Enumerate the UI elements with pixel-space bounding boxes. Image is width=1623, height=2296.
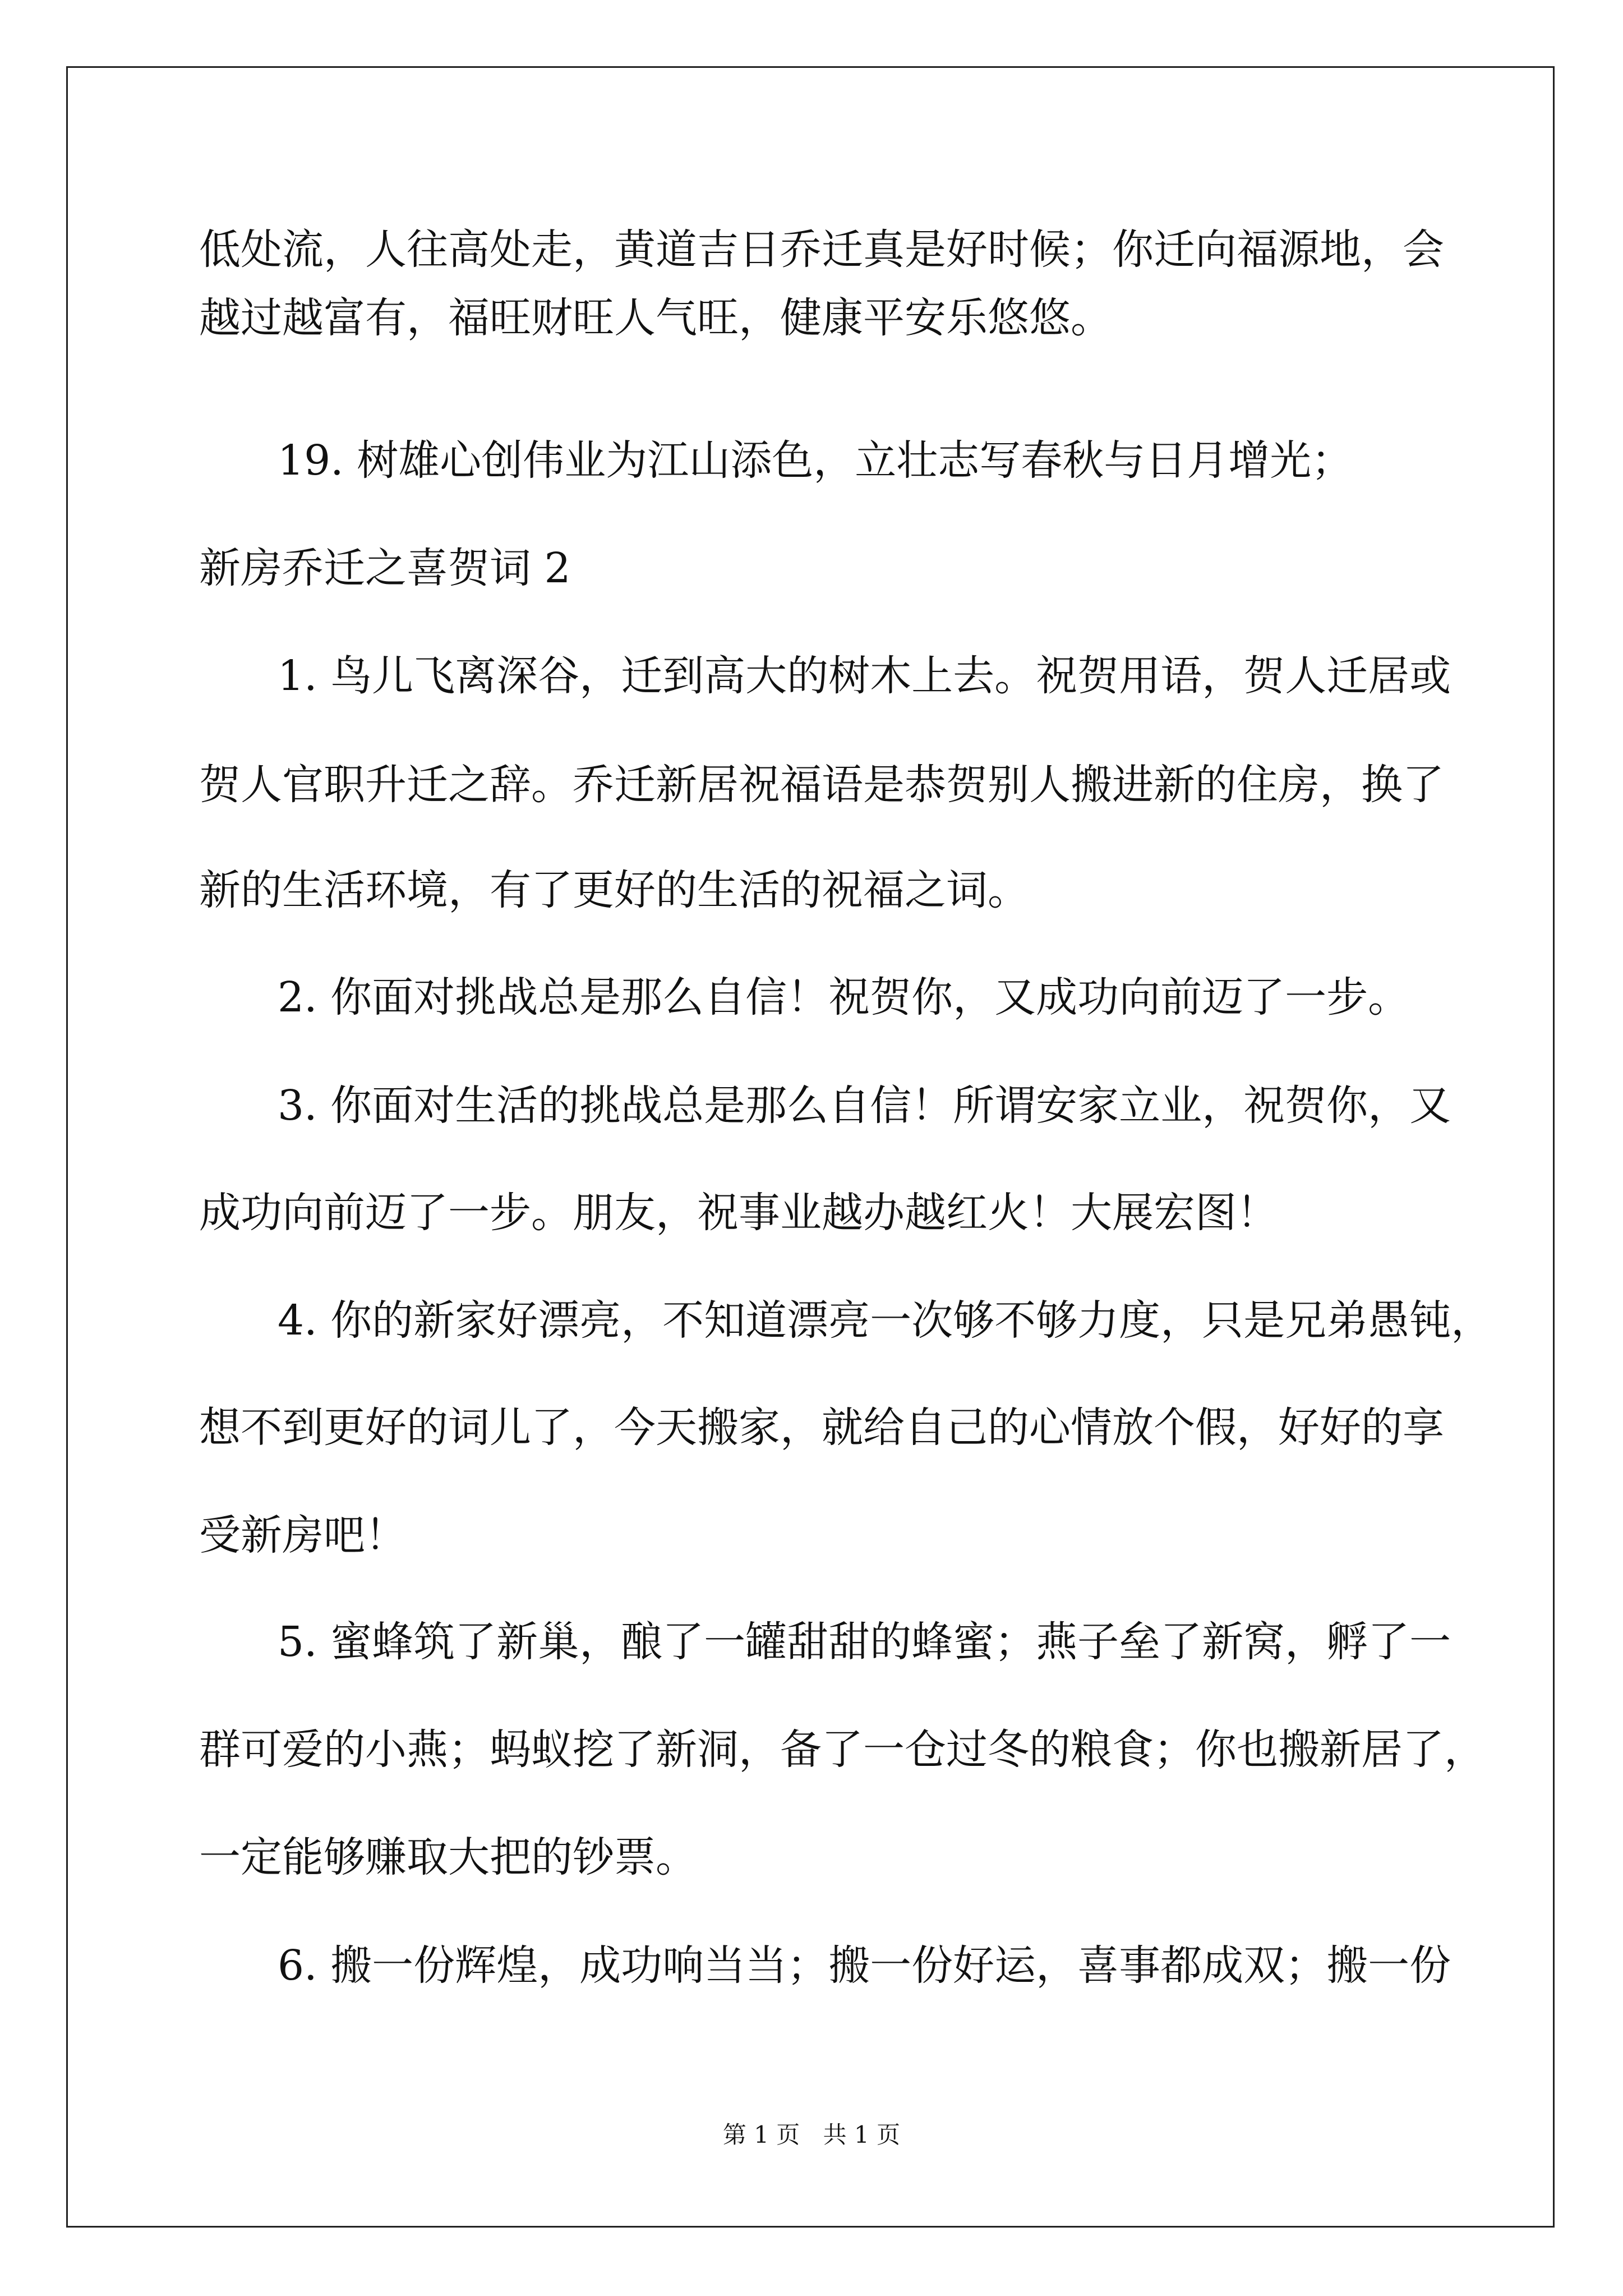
list-item-19: 19. 树雄心创伟业为江山添色，立壮志写春秋与日月增光； — [278, 436, 1353, 485]
page-border — [66, 66, 1555, 2228]
text-line: 群可爱的小燕；蚂蚁挖了新洞，备了一仓过冬的粮食；你也搬新居了， — [199, 1726, 1486, 1774]
list-item-2: 2. 你面对挑战总是那么自信！祝贺你，又成功向前迈了一步。 — [278, 973, 1410, 1022]
page-number-current: 第 1 页 — [722, 2121, 800, 2148]
text-line: 贺人官职升迁之辞。乔迁新居祝福语是恭贺别人搬进新的住房，换了 — [199, 761, 1444, 809]
list-item-6: 6. 搬一份辉煌，成功响当当；搬一份好运，喜事都成双；搬一份 — [278, 1941, 1451, 1990]
list-item-3: 3. 你面对生活的挑战总是那么自信！所谓安家立业，祝贺你，又 — [278, 1082, 1451, 1130]
text-line: 低处流，人往高处走，黄道吉日乔迁真是好时候；你迁向福源地，会 — [199, 226, 1444, 274]
text-line: 新的生活环境，有了更好的生活的祝福之词。 — [199, 866, 1029, 914]
text-line: 一定能够赚取大把的钞票。 — [199, 1833, 697, 1881]
text-line: 越过越富有，福旺财旺人气旺，健康平安乐悠悠。 — [199, 294, 1112, 342]
text-line: 受新房吧！ — [199, 1511, 407, 1559]
text-line: 想不到更好的词儿了，今天搬家，就给自己的心情放个假，好好的享 — [199, 1404, 1444, 1452]
list-item-5: 5. 蜜蜂筑了新巢，酿了一罐甜甜的蜂蜜；燕子垒了新窝，孵了一 — [278, 1618, 1451, 1666]
page-number-total: 共 1 页 — [823, 2121, 901, 2148]
list-item-4: 4. 你的新家好漂亮，不知道漂亮一次够不够力度，只是兄弟愚钝， — [278, 1296, 1493, 1345]
section-heading: 新房乔迁之喜贺词 2 — [199, 544, 571, 592]
list-item-1: 1. 鸟儿飞离深谷，迁到高大的树木上去。祝贺用语，贺人迁居或 — [278, 652, 1451, 700]
page-footer — [0, 2123, 1623, 2147]
text-line: 成功向前迈了一步。朋友，祝事业越办越红火！大展宏图！ — [199, 1189, 1278, 1237]
